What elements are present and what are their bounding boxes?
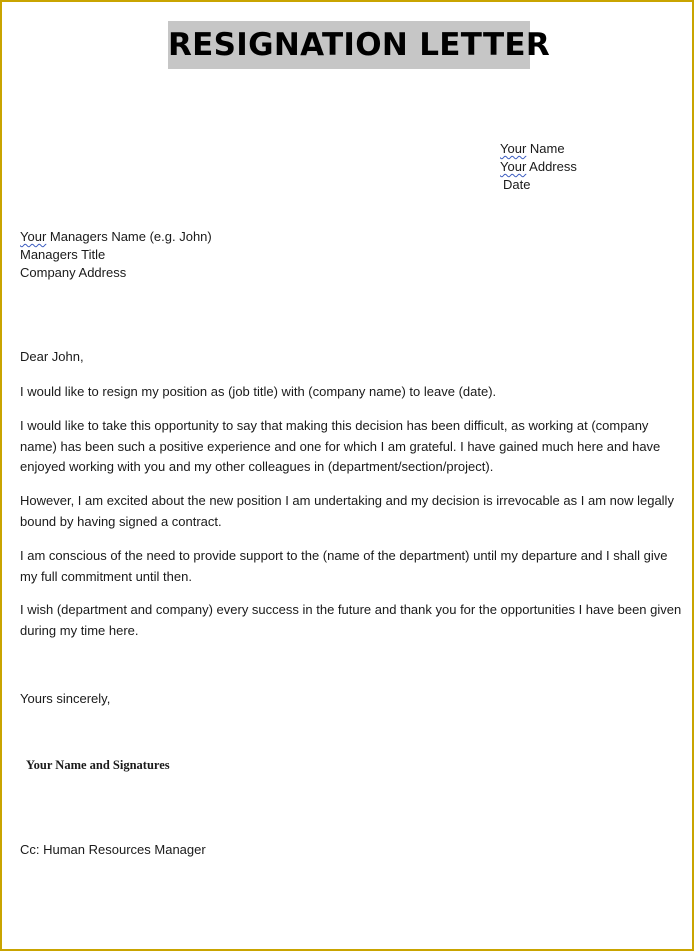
recipient-title: Managers Title (20, 247, 106, 262)
paragraph-2: I would like to take this opportunity to say that making this decision has been difficult, as working at (company name) has been such a positive experience and one for which I am grateful. I have gained much here and have enjoyed working with you and my other colleagues in (department/section/project). (20, 418, 661, 474)
recipient-name-rest: Managers Name (e.g. John) (46, 229, 212, 244)
recipient-name (20, 228, 212, 246)
sender-address-rest: Address (526, 159, 577, 174)
cc-line: Cc: Human Resources Manager (20, 842, 206, 857)
sender-name (500, 140, 565, 158)
recipient-address: Company Address (20, 265, 127, 280)
closing: Yours sincerely, (20, 691, 111, 706)
sender-name-rest: Name (526, 141, 565, 156)
paragraph-3: However, I am excited about the new position I am undertaking and my decision is irrevocable as I am now legally bound by having signed a contract. (20, 493, 674, 529)
signature-line: Your Name and Signatures (26, 758, 170, 772)
sender-address-lead: Your (500, 159, 527, 174)
paragraph-4: I am conscious of the need to provide support to the (name of the department) until my departure and I shall give my full commitment until then. (20, 548, 668, 584)
recipient-name-lead: Your (20, 229, 47, 244)
paragraph-1: I would like to resign my position as (job title) with (company name) to leave (date). (20, 384, 497, 399)
letter-title: RESIGNATION LETTER (168, 21, 530, 69)
sender-date: Date (503, 177, 531, 192)
sender-name-lead: Your (500, 141, 527, 156)
sender-address (500, 158, 577, 176)
paragraph-5: I wish (department and company) every success in the future and thank you for the opportunities I have been given during my time here. (20, 602, 682, 638)
salutation: Dear John, (20, 349, 84, 364)
